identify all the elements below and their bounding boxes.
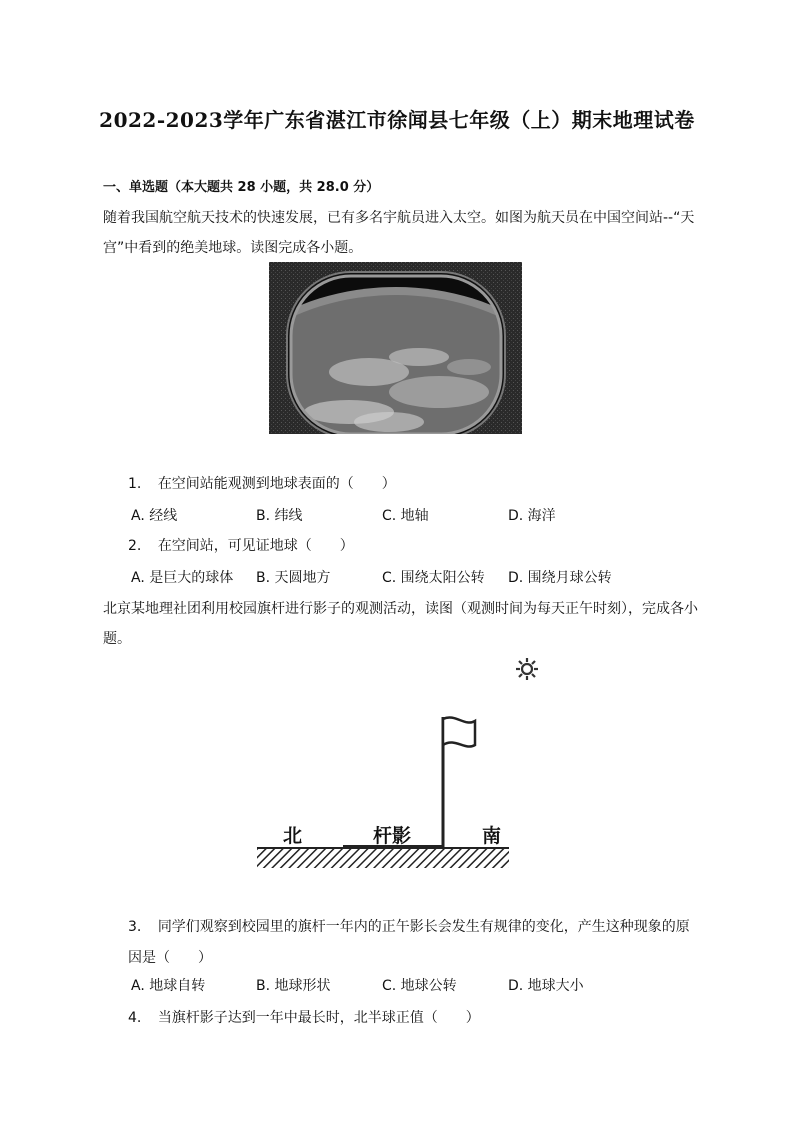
q3-option-c: C. 地球公转 (382, 978, 457, 994)
intro-paragraph-2: 北京某地理社团利用校园旗杆进行影子的观测活动，读图（观测时间为每天正午时刻），完成各小题。 (103, 601, 698, 647)
sun-icon (515, 657, 539, 681)
intro-paragraph-1: 随着我国航空航天技术的快速发展，已有多名宇航员进入太空。如图为航天员在中国空间站--“天宫”中看到的绝美地球。读图完成各小题。 (103, 210, 695, 256)
q3-option-d: D. 地球大小 (508, 978, 584, 994)
q2-option-c: C. 围绕太阳公转 (382, 570, 485, 586)
flag (443, 717, 475, 746)
flagpole-shadow-diagram (255, 655, 515, 875)
north-label: 北 (283, 825, 303, 847)
question-2-number: 2. (128, 538, 142, 554)
section-heading: 一、单选题（本大题共 28 小题，共 28.0 分） (103, 180, 380, 195)
q1-option-c: C. 地轴 (382, 508, 429, 524)
question-2-text: 在空间站，可见证地球（ ） (157, 538, 354, 554)
shadow-label: 杆影 (373, 825, 412, 847)
question-2 (128, 536, 354, 556)
space-station-earth-photo (269, 262, 522, 434)
question-3 (128, 912, 694, 974)
q2-option-d: D. 围绕月球公转 (508, 570, 612, 586)
question-1-number: 1. (128, 476, 142, 492)
south-label: 南 (482, 825, 502, 847)
q3-option-a: A. 地球自转 (131, 978, 206, 994)
question-1-text: 在空间站能观测到地球表面的（ ） (157, 476, 396, 492)
q2-option-b: B. 天圆地方 (256, 570, 331, 586)
question-1 (128, 474, 396, 494)
q3-option-b: B. 地球形状 (256, 978, 331, 994)
q1-option-d: D. 海洋 (508, 508, 556, 524)
q1-option-a: A. 经线 (131, 508, 178, 524)
ground (257, 848, 509, 868)
page-title: 2022-2023学年广东省湛江市徐闻县七年级（上）期末地理试卷 (99, 108, 695, 132)
question-4-text: 当旗杆影子达到一年中最长时，北半球正值（ ） (157, 1010, 480, 1026)
question-3-text: 同学们观察到校园里的旗杆一年内的正午影长会发生有规律的变化，产生这种现象的原因是（ ） (128, 919, 690, 966)
q2-option-a: A. 是巨大的球体 (131, 570, 234, 586)
question-4-number: 4. (128, 1010, 142, 1026)
question-3-number: 3. (128, 919, 142, 935)
question-4 (128, 1008, 480, 1028)
q1-option-b: B. 纬线 (256, 508, 303, 524)
